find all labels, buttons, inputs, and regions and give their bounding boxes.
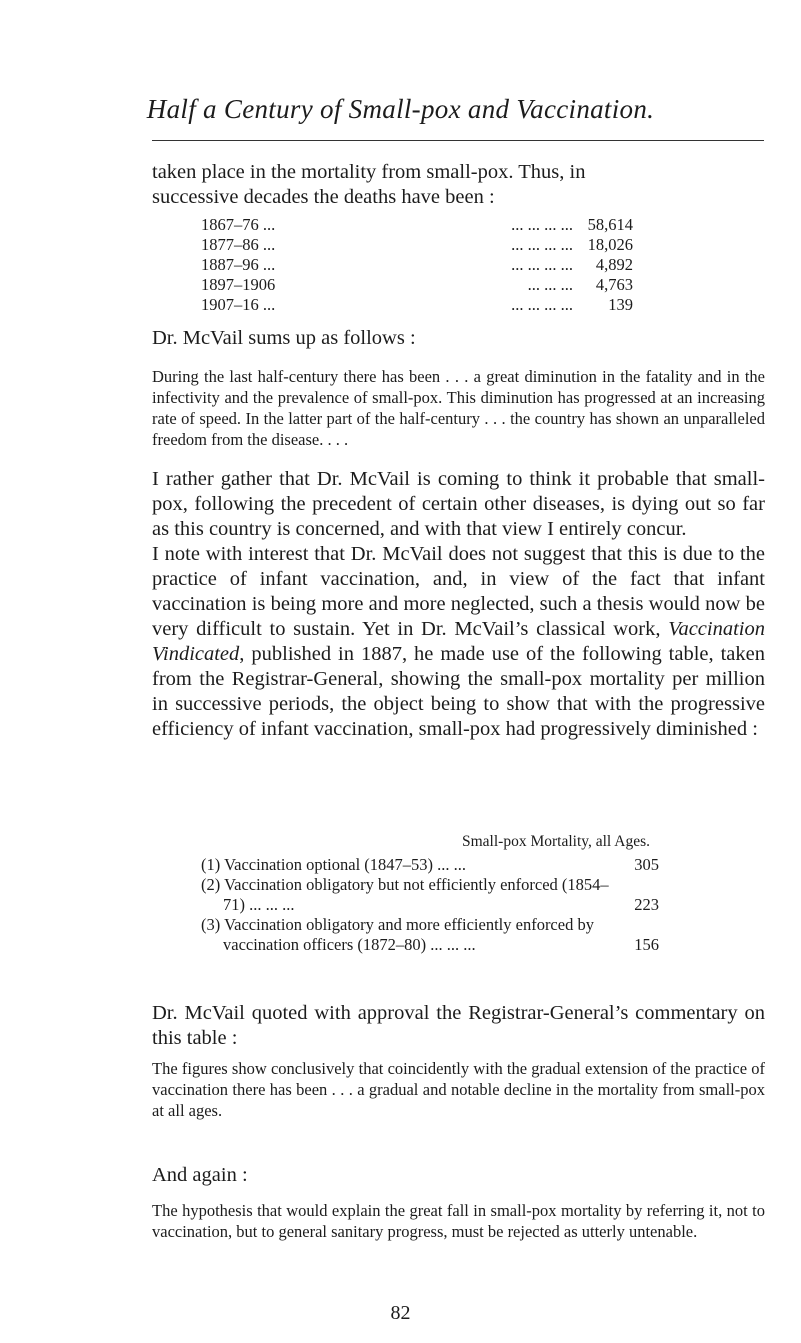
paragraph-2 bbox=[152, 542, 765, 742]
decade-deaths: 4,763 bbox=[595, 275, 633, 294]
quote-1-text: During the last half-century there has been . . . a great diminution in the fatality and in the infectivity and the prevalence of small-pox. This diminution has progressed at an increasing rate of speed. In the latter part of the half-century . . . the country has shown an unparalleled freedom from the disease. . . . bbox=[152, 367, 765, 449]
mortality-period-label: (2) Vaccination obligatory but not efficiently enforced (1854–71) ... ... ... bbox=[201, 875, 609, 914]
mcvail-intro-text: Dr. McVail sums up as follows : bbox=[152, 327, 416, 349]
decade-deaths: 58,614 bbox=[587, 215, 633, 234]
decade-row bbox=[201, 275, 633, 295]
page-number: 82 bbox=[390, 1302, 411, 1324]
paragraph-4-block bbox=[152, 1163, 765, 1188]
decade-period: 1867–76 ... bbox=[201, 215, 276, 234]
mortality-period-label: (1) Vaccination optional (1847–53) ... ... bbox=[201, 855, 467, 874]
decade-dots: ... ... ... ... bbox=[511, 295, 573, 314]
mortality-value: 223 bbox=[634, 895, 659, 914]
decade-dots: ... ... ... ... bbox=[511, 255, 573, 274]
header-rule bbox=[152, 140, 764, 141]
decade-dots: ... ... ... bbox=[527, 275, 573, 294]
decade-deaths: 4,892 bbox=[595, 255, 633, 274]
mortality-table-rows bbox=[152, 855, 765, 955]
paragraph-2-part-b: , published in 1887, he made use of the following table, taken from the Registrar-General, showing the small-pox mortality per million in successive periods, the object being to show that with the progressive efficiency of infant vaccination, small-pox had progressively diminished : bbox=[152, 643, 765, 740]
intro-paragraph bbox=[152, 160, 765, 210]
quote-2 bbox=[152, 1058, 765, 1121]
decade-period: 1877–86 ... bbox=[201, 235, 276, 254]
decade-row bbox=[201, 295, 633, 315]
decade-period: 1887–96 ... bbox=[201, 255, 276, 274]
decade-row bbox=[201, 235, 633, 255]
paragraph-3-block bbox=[152, 1001, 765, 1051]
intro-line-1: taken place in the mortality from small-pox. Thus, in bbox=[152, 161, 586, 183]
mortality-row bbox=[201, 855, 659, 875]
decade-deaths: 18,026 bbox=[587, 235, 633, 254]
quote-2-text: The figures show conclusively that coincidently with the gradual extension of the practice of vaccination there has been . . . a gradual and notable decline in the mortality from small-pox at all ages. bbox=[152, 1059, 765, 1120]
book-title: Vaccination Vindicated bbox=[152, 618, 765, 665]
decade-deaths: 139 bbox=[608, 295, 633, 314]
decade-dots: ... ... ... ... bbox=[511, 235, 573, 254]
decade-period: 1897–1906 bbox=[201, 275, 276, 294]
intro-line-2: successive decades the deaths have been : bbox=[152, 186, 495, 208]
mcvail-intro bbox=[152, 326, 765, 351]
mortality-row bbox=[201, 875, 659, 915]
decade-row bbox=[201, 215, 633, 235]
mortality-row bbox=[201, 915, 659, 955]
quote-3 bbox=[152, 1200, 765, 1242]
paragraph-2-part-a: I note with interest that Dr. McVail does not suggest that this is due to the practice of infant vaccination, and, in view of the fact that infant vaccination is being more and more neglected, such a thesis would now be very difficult to sustain. Yet in Dr. McVail’s classical work, bbox=[152, 543, 765, 640]
quote-3-text: The hypothesis that would explain the great fall in small-pox mortality by referring it, not to vaccination, but to general sanitary progress, must be rejected as utterly untenable. bbox=[152, 1201, 765, 1241]
mortality-table bbox=[152, 833, 765, 955]
decade-row bbox=[201, 255, 633, 275]
paragraph-4: And again : bbox=[152, 1164, 248, 1186]
decades-table bbox=[152, 215, 765, 315]
mortality-value: 156 bbox=[634, 935, 659, 954]
mortality-table-heading: Small-pox Mortality, all Ages. bbox=[462, 833, 650, 850]
decade-period: 1907–16 ... bbox=[201, 295, 276, 314]
paragraph-3: Dr. McVail quoted with approval the Registrar-General’s commentary on this table : bbox=[152, 1002, 765, 1049]
quote-1 bbox=[152, 366, 765, 450]
main-paragraphs bbox=[152, 467, 765, 742]
running-title: Half a Century of Small-pox and Vaccination. bbox=[146, 94, 655, 124]
decade-dots: ... ... ... ... bbox=[511, 215, 573, 234]
decades-table-body bbox=[201, 215, 633, 315]
mortality-value: 305 bbox=[634, 855, 659, 874]
mortality-period-label: (3) Vaccination obligatory and more efficiently enforced by vaccination officers (1872–80) ... ... ... bbox=[201, 915, 594, 954]
paragraph-1: I rather gather that Dr. McVail is coming to think it probable that small-pox, following the precedent of certain other diseases, is dying out so far as this country is concerned, and with that view I entirely concur. bbox=[152, 468, 765, 540]
